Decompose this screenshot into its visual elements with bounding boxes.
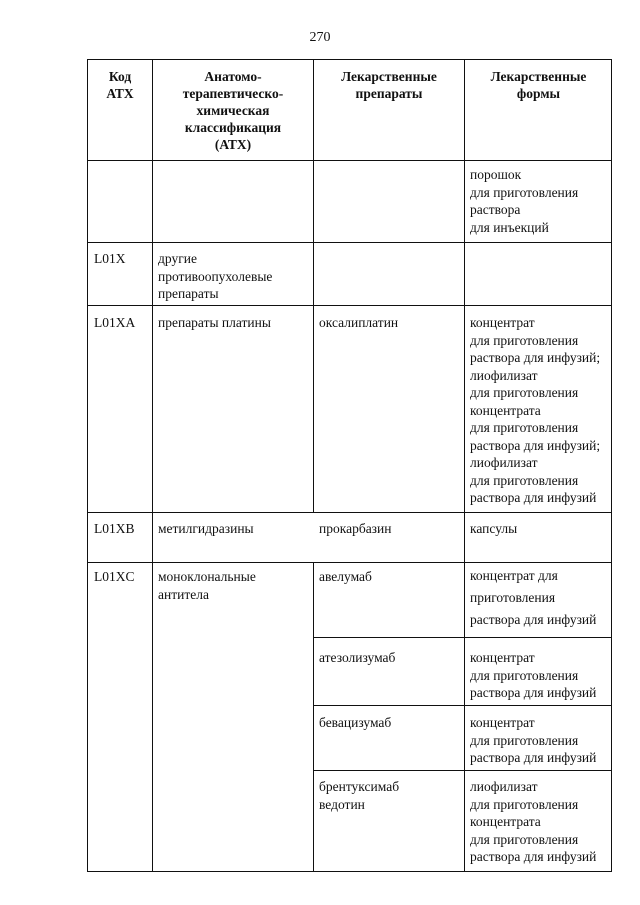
table-row-classification: препараты платины [158,315,271,330]
row-divider [88,562,612,563]
header-dosage-forms: Лекарственные формы [490,69,587,101]
table-row-form: концентрат для приготовления раствора для инфузий; лиофилизат для приготовления концентрата для приготовления раствора для инфузий; лиофилизат для приготовления раствора для инфузий [470,315,601,505]
row-divider [88,305,612,306]
row-divider [313,770,612,771]
page-number: 270 [309,30,331,45]
table-row-code: L01XA [94,315,136,330]
table-row-drug: атезолизумаб [319,650,396,665]
row-divider [88,512,612,513]
row-divider [88,160,612,161]
row-divider [313,637,612,638]
table-row-drug: авелумаб [319,569,372,584]
table-row-drug: оксалиплатин [319,315,399,330]
header-atc-classification: Анатомо- терапевтическо- химическая классификация (АТХ) [182,69,284,152]
column-divider [313,60,314,512]
table-row-code: L01XB [94,521,135,536]
table-row-form: концентрат для приготовления раствора для инфузий [470,568,597,627]
table-row-code: L01X [94,251,126,266]
table-row-drug: бевацизумаб [319,715,392,730]
table-row-classification: моноклональные антитела [158,569,256,602]
table-row-form: капсулы [470,521,518,536]
table-row-drug: прокарбазин [319,521,392,536]
table-row-form: концентрат для приготовления раствора для инфузий [470,650,597,700]
table-row-code: L01XC [94,569,135,584]
table-row-form: порошок для приготовления раствора для инъекций [470,167,579,235]
table-row-classification: другие противоопухолевые препараты [158,251,273,301]
table-row-classification: метилгидразины [158,521,254,536]
header-drugs: Лекарственные препараты [341,69,437,101]
column-divider [313,562,314,872]
table-row-form: концентрат для приготовления раствора для инфузий [470,715,597,765]
row-divider [313,705,612,706]
column-divider [152,60,153,872]
table-row-form: лиофилизат для приготовления концентрата для приготовления раствора для инфузий [470,779,597,864]
row-divider [88,242,612,243]
table-row-drug: брентуксимаб ведотин [319,779,400,812]
column-divider [464,60,465,872]
header-atc-code: Код АТХ [106,69,134,101]
atc-drug-table [87,59,612,872]
